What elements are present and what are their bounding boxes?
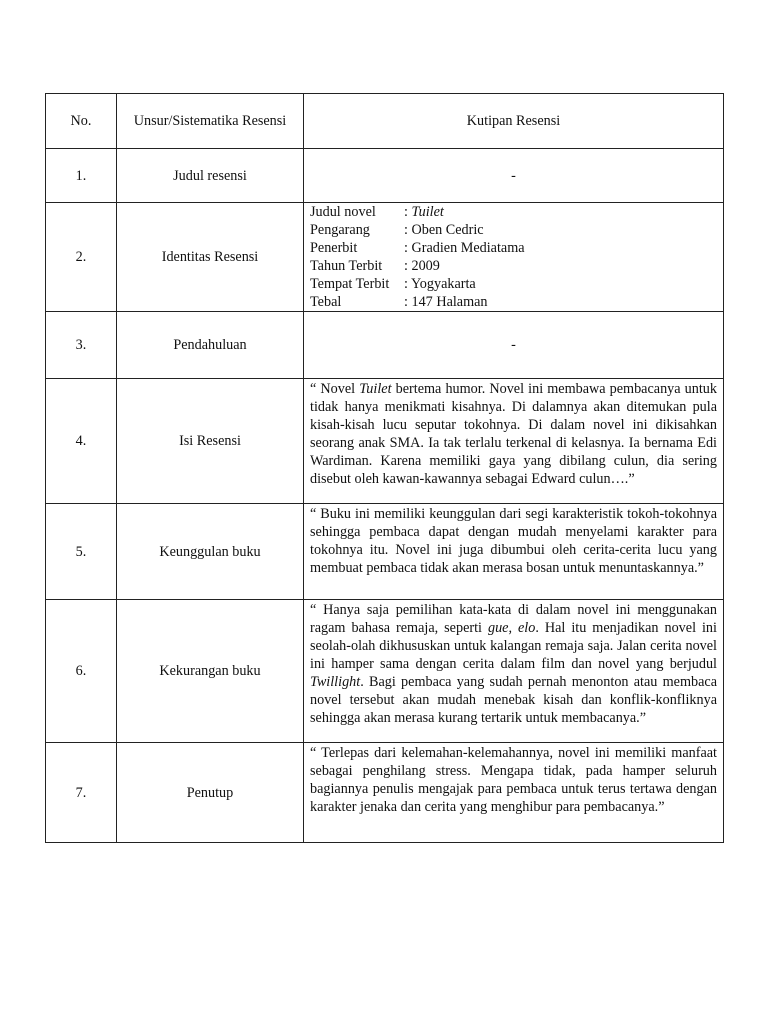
quote-text: “ Novel (310, 381, 360, 397)
row-number: 4. (46, 379, 117, 504)
row-quote (304, 504, 724, 600)
table-row (46, 504, 724, 600)
table-row (46, 203, 724, 312)
row-element: Kekurangan buku (117, 600, 304, 743)
row-quote: - (304, 312, 724, 379)
quote-emphasis: Tuilet (359, 381, 392, 397)
table-row (46, 379, 724, 504)
identity-value: : Gradien Mediatama (404, 240, 525, 256)
row-number: 3. (46, 312, 117, 379)
identity-key: Tempat Terbit (310, 276, 390, 292)
identity-key: Tebal (310, 294, 342, 310)
header-no: No. (46, 94, 117, 149)
row-element: Pendahuluan (117, 312, 304, 379)
identity-value: : 147 Halaman (404, 294, 488, 310)
row-number: 1. (46, 149, 117, 203)
identity-value: : Oben Cedric (404, 222, 484, 238)
quote-text: “ Terlepas dari kelemahan-kelemahannya, novel ini memiliki manfaat sebagai penghilang stress. Mengapa tidak, pada hamper seluruh bagiannya penulis mengajak para pembaca untuk terus tertawa dengan karakter jenaka dan cerita yang menghibur para pembacanya.” (310, 745, 717, 815)
identity-value: : Tuilet (404, 204, 444, 220)
identity-item (310, 221, 717, 239)
row-quote (304, 600, 724, 743)
identity-list (304, 203, 724, 312)
identity-item (310, 239, 717, 257)
row-element: Identitas Resensi (117, 203, 304, 312)
quote-text: . Bagi pembaca yang sudah pernah menonton atau membaca novel tersebut akan mudah menebak kisah dan konflik-konfliknya sehingga akan merasa kurang tertarik untuk membacanya.” (310, 674, 717, 726)
row-element: Keunggulan buku (117, 504, 304, 600)
identity-key: Penerbit (310, 240, 358, 256)
row-element: Isi Resensi (117, 379, 304, 504)
row-number: 7. (46, 743, 117, 843)
table-row (46, 600, 724, 743)
identity-item (310, 257, 717, 275)
row-quote (304, 379, 724, 504)
quote-text: “ Hanya saja pemilihan kata-kata di dalam novel ini menggunakan ragam bahasa remaja, seperti (310, 602, 717, 636)
table-header-row (46, 94, 724, 149)
quote-text: . Hal itu menjadikan novel ini seolah-olah dikhususkan untuk kalangan remaja saja. Jalan cerita novel ini hamper sama dengan cerita dalam film dan novel yang berjudul (310, 620, 717, 672)
row-number: 2. (46, 203, 117, 312)
identity-key: Tahun Terbit (310, 258, 383, 274)
quote-emphasis: Twillight (310, 674, 361, 690)
identity-item (310, 203, 717, 221)
review-table (45, 93, 724, 843)
table-row (46, 743, 724, 843)
identity-item (310, 293, 717, 311)
identity-value: : 2009 (404, 258, 440, 274)
novel-title: Tuilet (411, 204, 444, 220)
identity-key: Pengarang (310, 222, 370, 238)
row-number: 6. (46, 600, 117, 743)
identity-item (310, 275, 717, 293)
row-element: Penutup (117, 743, 304, 843)
table-row (46, 149, 724, 203)
row-number: 5. (46, 504, 117, 600)
identity-key: Judul novel (310, 204, 376, 220)
row-quote (304, 743, 724, 843)
row-quote: - (304, 149, 724, 203)
header-quote: Kutipan Resensi (304, 94, 724, 149)
table-row (46, 312, 724, 379)
quote-emphasis: gue, elo (487, 620, 536, 636)
row-element: Judul resensi (117, 149, 304, 203)
identity-value: : Yogyakarta (404, 276, 476, 292)
header-element: Unsur/Sistematika Resensi (117, 94, 304, 149)
quote-text: bertema humor. Novel ini membawa pembacanya untuk tidak hanya menikmati kisahnya. Di dalamnya akan ditemukan pula kisah-kisah lucu seputar tokohnya. Di dalam novel ini dikisahkan seorang anak SMA. Ia tak terlalu terkenal di kelasnya. Ia bernama Edi Wardiman. Karena memiliki gaya yang dibilang culun, dia sering disebut oleh kawan-kawannya sebagai Edward culun….” (310, 381, 717, 487)
quote-text: “ Buku ini memiliki keunggulan dari segi karakteristik tokoh-tokohnya sehingga pembaca dapat dengan mudah menyelami karakter para tokohnya itu. Novel ini juga dibumbui oleh cerita-cerita lucu yang membuat pembaca tidak akan merasa bosan untuk menuntaskannya.” (310, 506, 717, 576)
